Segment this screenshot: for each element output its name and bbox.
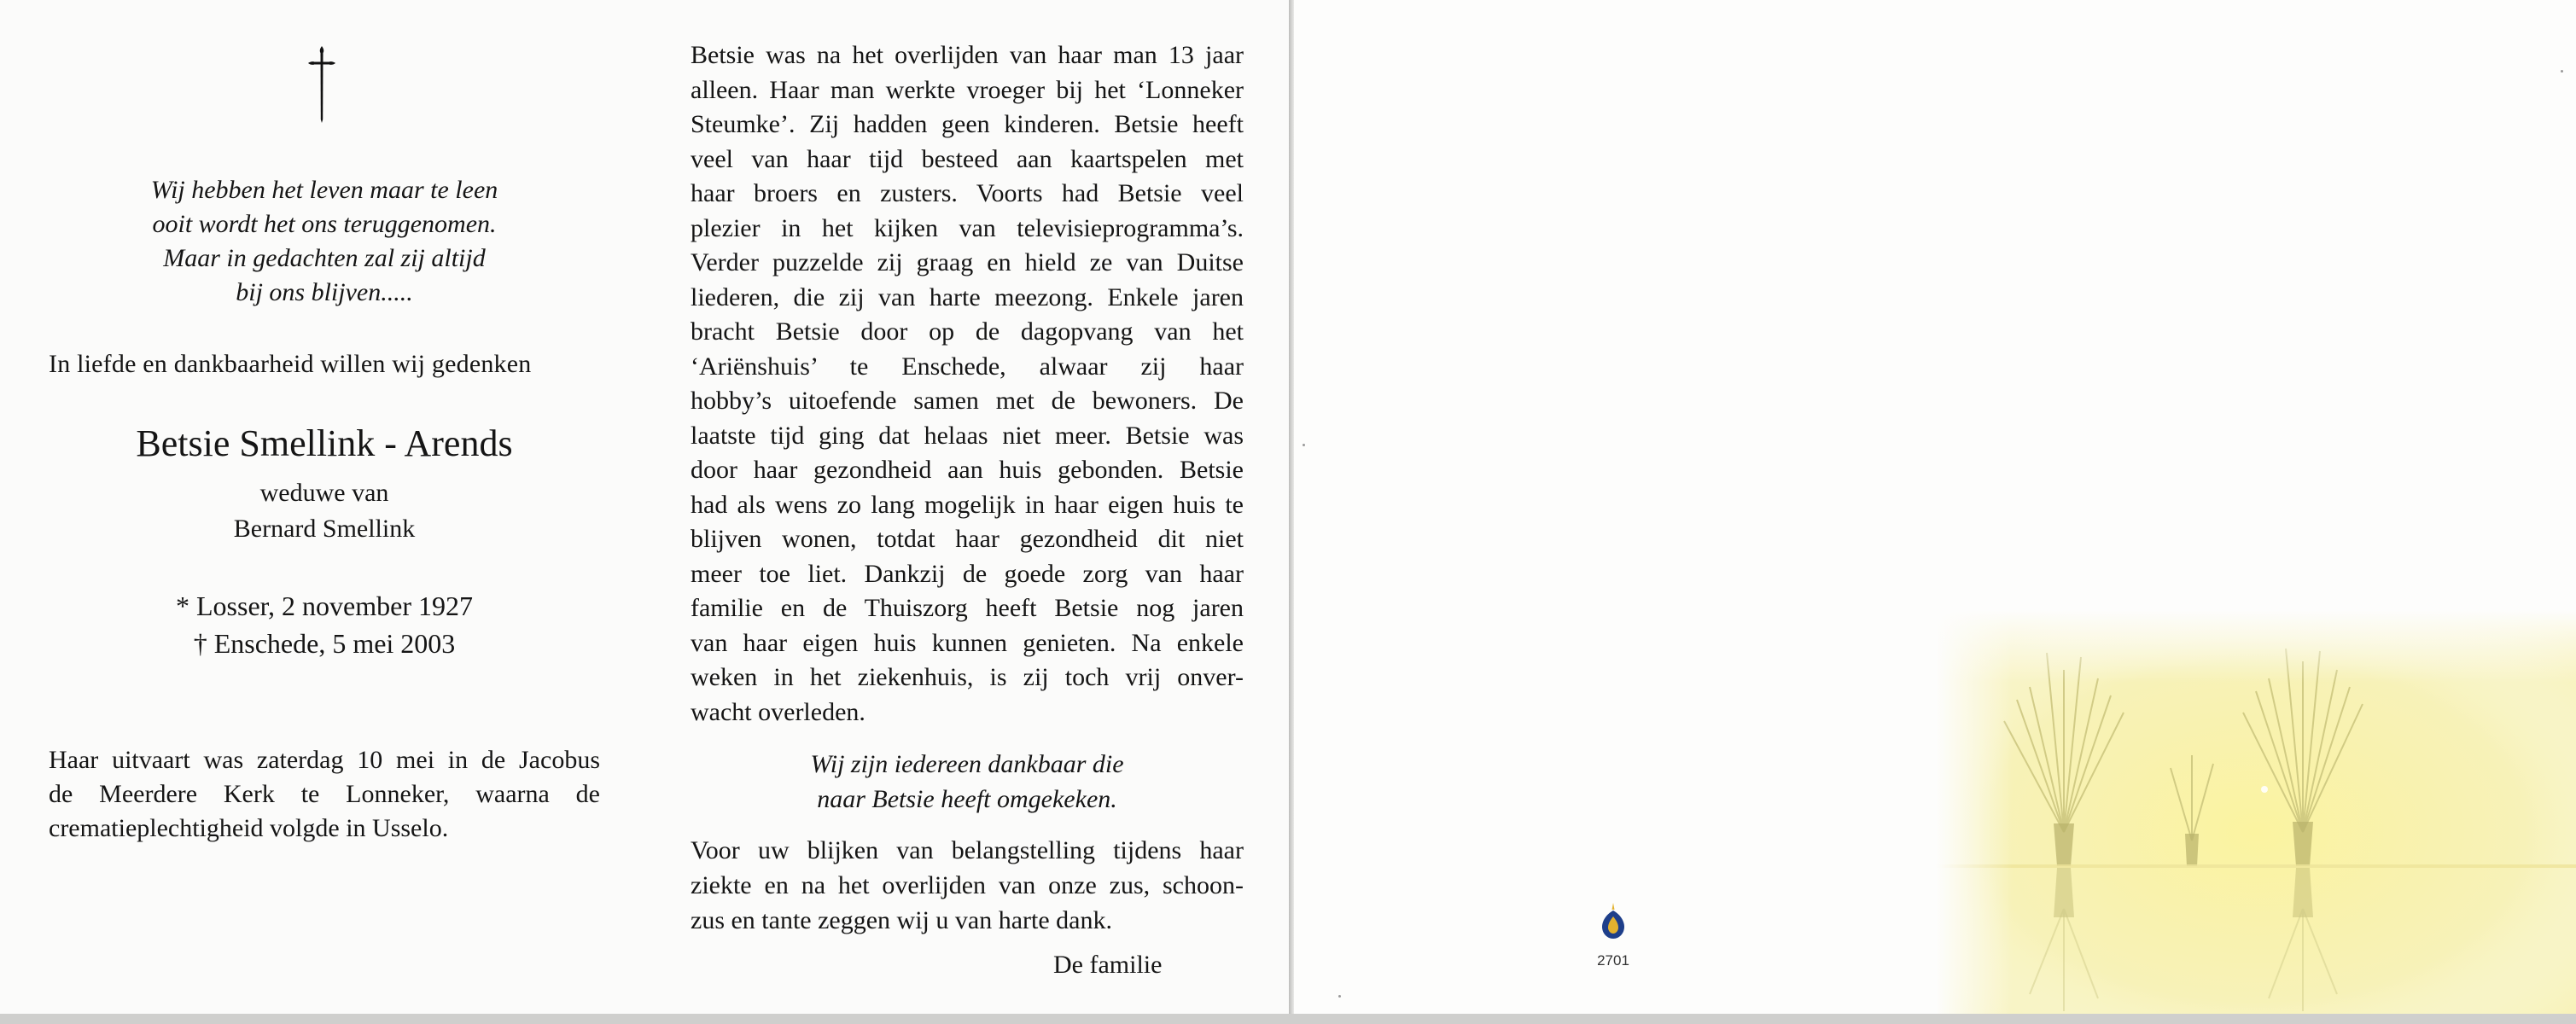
biography-line: blijven wonen, totdat haar gezondheid dit niet: [691, 525, 1244, 553]
biography-line: familie en de Thuiszorg heeft Betsie nog jaren: [691, 594, 1244, 622]
thanks-text: [691, 833, 1244, 938]
willow-trees-photo: [1936, 610, 2576, 1014]
funeral-line: de Meerdere Kerk te Lonneker, waarna de: [49, 780, 600, 808]
paper-speck: [1303, 444, 1305, 446]
biography: [691, 38, 1244, 730]
biography-line: liederen, die zij van harte meezong. Enkele jaren: [691, 282, 1244, 311]
intro-text: In liefde en dankbaarheid willen wij gedenken: [49, 350, 532, 378]
biography-line: Steumke’. Zij hadden geen kinderen. Betsie heeft: [691, 110, 1244, 138]
biography-line: Betsie was na het overlijden van haar man 13 jaar: [691, 41, 1244, 69]
biography-line: door haar gezondheid aan huis gebonden. Betsie: [691, 456, 1244, 484]
biography-line: van haar eigen huis kunnen genieten. Na enkele: [691, 628, 1244, 657]
biography-line: bracht Betsie door op de dagopvang van het: [691, 317, 1244, 346]
signature: De familie: [1053, 951, 1163, 979]
biography-line: Verder puzzelde zij graag en hield ze van Duitse: [691, 248, 1244, 276]
paper-speck: [1338, 995, 1341, 998]
card-inside: [0, 0, 1289, 1014]
thanks-line: Voor uw blijken van belangstelling tijdens haar: [691, 836, 1244, 864]
funeral-line: crematieplechtigheid volgde in Usselo.: [49, 814, 449, 842]
poem: [0, 173, 649, 310]
funeral-line: Haar uitvaart was zaterdag 10 mei in de Jacobus: [49, 746, 600, 774]
biography-line: plezier in het kijken van televisieprogramma’s.: [691, 213, 1244, 242]
poem-line: Maar in gedachten zal zij altijd: [163, 244, 486, 272]
paper-speck: [2561, 70, 2563, 73]
biography-line: weken in het ziekenhuis, is zij toch vrij onver-: [691, 663, 1244, 691]
card-code: 2701: [1597, 952, 1629, 969]
deceased-name: Betsie Smellink - Arends: [136, 422, 513, 464]
gratitude-quote: [691, 747, 1244, 817]
poem-line: Wij hebben het leven maar te leen: [150, 176, 498, 204]
quote-line: Wij zijn iedereen dankbaar die: [810, 750, 1124, 778]
thanks-line: ziekte en na het overlijden van onze zus, schoon-: [691, 871, 1244, 899]
death-date: † Enschede, 5 mei 2003: [193, 628, 456, 659]
poem-line: ooit wordt het ons teruggenomen.: [152, 210, 497, 238]
widow-of: [0, 475, 649, 547]
biography-line: had als wens zo lang mogelijk in haar eigen huis te: [691, 490, 1244, 519]
biography-line: laatste tijd ging dat helaas niet meer. Betsie was: [691, 421, 1244, 450]
biography-line: wacht overleden.: [691, 697, 865, 726]
biography-line: alleen. Haar man werkte vroeger bij het ‘Lonneker: [691, 75, 1244, 104]
widow-label: weduwe van: [259, 479, 389, 507]
biography-line: haar broers en zusters. Voorts had Betsie veel: [691, 179, 1244, 207]
cross-icon: [291, 44, 353, 123]
poem-line: bij ons blijven.....: [236, 278, 413, 306]
birth-date: * Losser, 2 november 1927: [176, 591, 473, 621]
biography-line: veel van haar tijd besteed aan kaartspelen met: [691, 144, 1244, 173]
flame-logo-icon: [1597, 903, 1629, 942]
quote-line: naar Betsie heeft omgekeken.: [817, 785, 1117, 813]
biography-line: hobby’s uitoefende samen met de bewoners. De: [691, 387, 1244, 415]
biography-line: meer toe liet. Dankzij de goede zorg van haar: [691, 559, 1244, 588]
thanks-line: zus en tante zeggen wij u van harte dank.: [691, 906, 1112, 934]
life-dates: [0, 587, 649, 662]
biography-line: ‘Ariënshuis’ te Enschede, alwaar zij haar: [691, 352, 1244, 381]
spouse-name: Bernard Smellink: [233, 515, 416, 543]
funeral-text: [49, 743, 600, 846]
scan-edge: [0, 1014, 2576, 1024]
